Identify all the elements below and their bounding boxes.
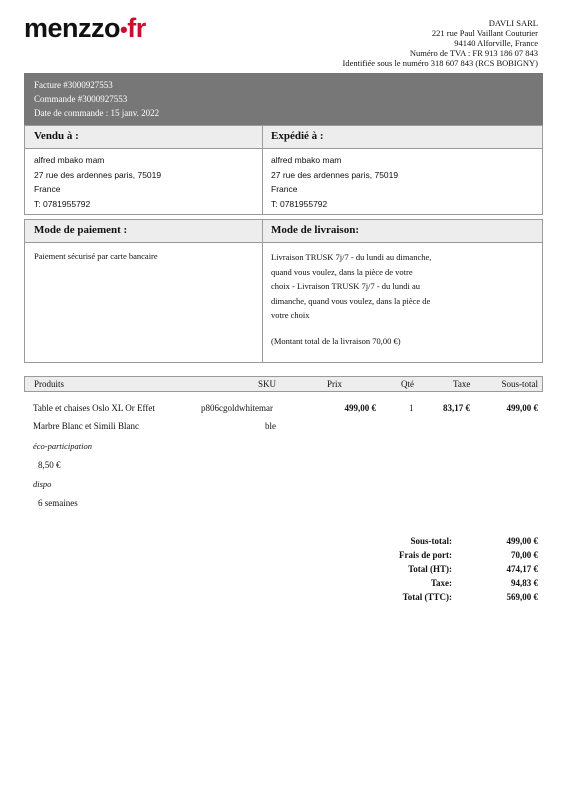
logo-dot: •	[120, 17, 128, 42]
ship-to-address	[271, 153, 398, 211]
ship-to-name: alfred mbako mam	[271, 155, 342, 165]
company-vat: Numéro de TVA : FR 913 186 07 843	[409, 48, 538, 58]
order-number: Commande #3000927553	[34, 94, 128, 104]
order-date: Date de commande : 15 janv. 2022	[34, 108, 160, 118]
product-price: 499,00 €	[344, 403, 376, 413]
delivery-line: Livraison TRUSK 7j/7 - du lundi au dimanche,	[271, 252, 432, 262]
subtotal-label: Sous-total:	[410, 536, 452, 546]
company-info	[343, 18, 538, 68]
ship-to-title: Expédié à :	[271, 130, 324, 142]
dispo-value: 6 semaines	[38, 498, 78, 508]
shipping-value: 70,00 €	[511, 550, 538, 560]
payment-delivery-divider	[262, 220, 263, 362]
ship-to-phone: T: 0781955792	[271, 198, 328, 209]
tax-label: Taxe:	[430, 578, 452, 588]
sold-to-phone: T: 0781955792	[34, 198, 91, 209]
logo-suffix: fr	[127, 13, 146, 43]
col-sku: SKU	[258, 379, 277, 389]
eco-participation-label: éco-participation	[33, 441, 93, 451]
invoice-info-band	[24, 73, 543, 125]
sold-to-title: Vendu à :	[34, 130, 79, 142]
payment-method: Paiement sécurisé par carte bancaire	[34, 251, 158, 261]
dispo-label: dispo	[33, 479, 52, 489]
total-ttc-label: Total (TTC):	[402, 592, 452, 602]
sold-to-address	[34, 153, 161, 211]
company-address-2: 94140 Alforville, France	[454, 38, 538, 48]
eco-participation-value: 8,50 €	[38, 460, 61, 470]
payment-delivery-box	[24, 219, 543, 363]
address-box	[24, 125, 543, 215]
delivery-line: quand vous voulez, dans la pièce de votre	[271, 266, 413, 277]
invoice-number: Facture #3000927553	[34, 80, 113, 90]
product-sku-line-1: p806cgoldwhitemar	[201, 403, 273, 413]
delivery-title: Mode de livraison:	[271, 224, 359, 236]
product-name-line-2: Marbre Blanc et Simili Blanc	[33, 421, 139, 431]
product-subtotal: 499,00 €	[506, 403, 538, 413]
product-tax: 83,17 €	[443, 403, 470, 413]
delivery-line: dimanche, quand vous voulez, dans la pièce de	[271, 295, 431, 306]
product-name-line-1: Table et chaises Oslo XL Or Effet	[33, 403, 155, 413]
company-registration: Identifiée sous le numéro 318 607 843 (RCS BOBIGNY)	[342, 58, 538, 68]
subtotal-value: 499,00 €	[506, 536, 538, 546]
sold-to-country: France	[34, 184, 61, 194]
total-ttc-value: 569,00 €	[506, 592, 538, 602]
products-table-header	[24, 376, 543, 392]
col-price: Prix	[327, 379, 343, 389]
company-address-1: 221 rue Paul Vaillant Couturier	[431, 28, 538, 38]
product-sku-line-2: ble	[265, 421, 276, 431]
ship-to-country: France	[271, 184, 298, 194]
delivery-total: (Montant total de la livraison 70,00 €)	[271, 336, 401, 346]
payment-title: Mode de paiement :	[34, 224, 128, 236]
col-qty: Qté	[401, 379, 414, 389]
col-tax: Taxe	[453, 379, 471, 389]
menzzo-logo	[24, 14, 146, 44]
total-ht-label: Total (HT):	[408, 564, 452, 574]
address-divider	[262, 126, 263, 214]
total-ht-value: 474,17 €	[506, 564, 538, 574]
shipping-label: Frais de port:	[399, 550, 452, 560]
col-product: Produits	[34, 379, 65, 389]
delivery-description	[271, 250, 431, 323]
company-name: DAVLI SARL	[488, 18, 538, 28]
logo-main: menzzo	[24, 13, 121, 43]
delivery-line: choix - Livraison TRUSK 7j/7 - du lundi au	[271, 281, 421, 291]
ship-to-street: 27 rue des ardennes paris, 75019	[271, 169, 399, 180]
product-qty: 1	[409, 403, 414, 413]
sold-to-street: 27 rue des ardennes paris, 75019	[34, 169, 162, 180]
tax-value: 94,83 €	[511, 578, 538, 588]
sold-to-name: alfred mbako mam	[34, 155, 105, 165]
col-subtotal: Sous-total	[501, 379, 538, 389]
delivery-line: votre choix	[271, 310, 310, 320]
